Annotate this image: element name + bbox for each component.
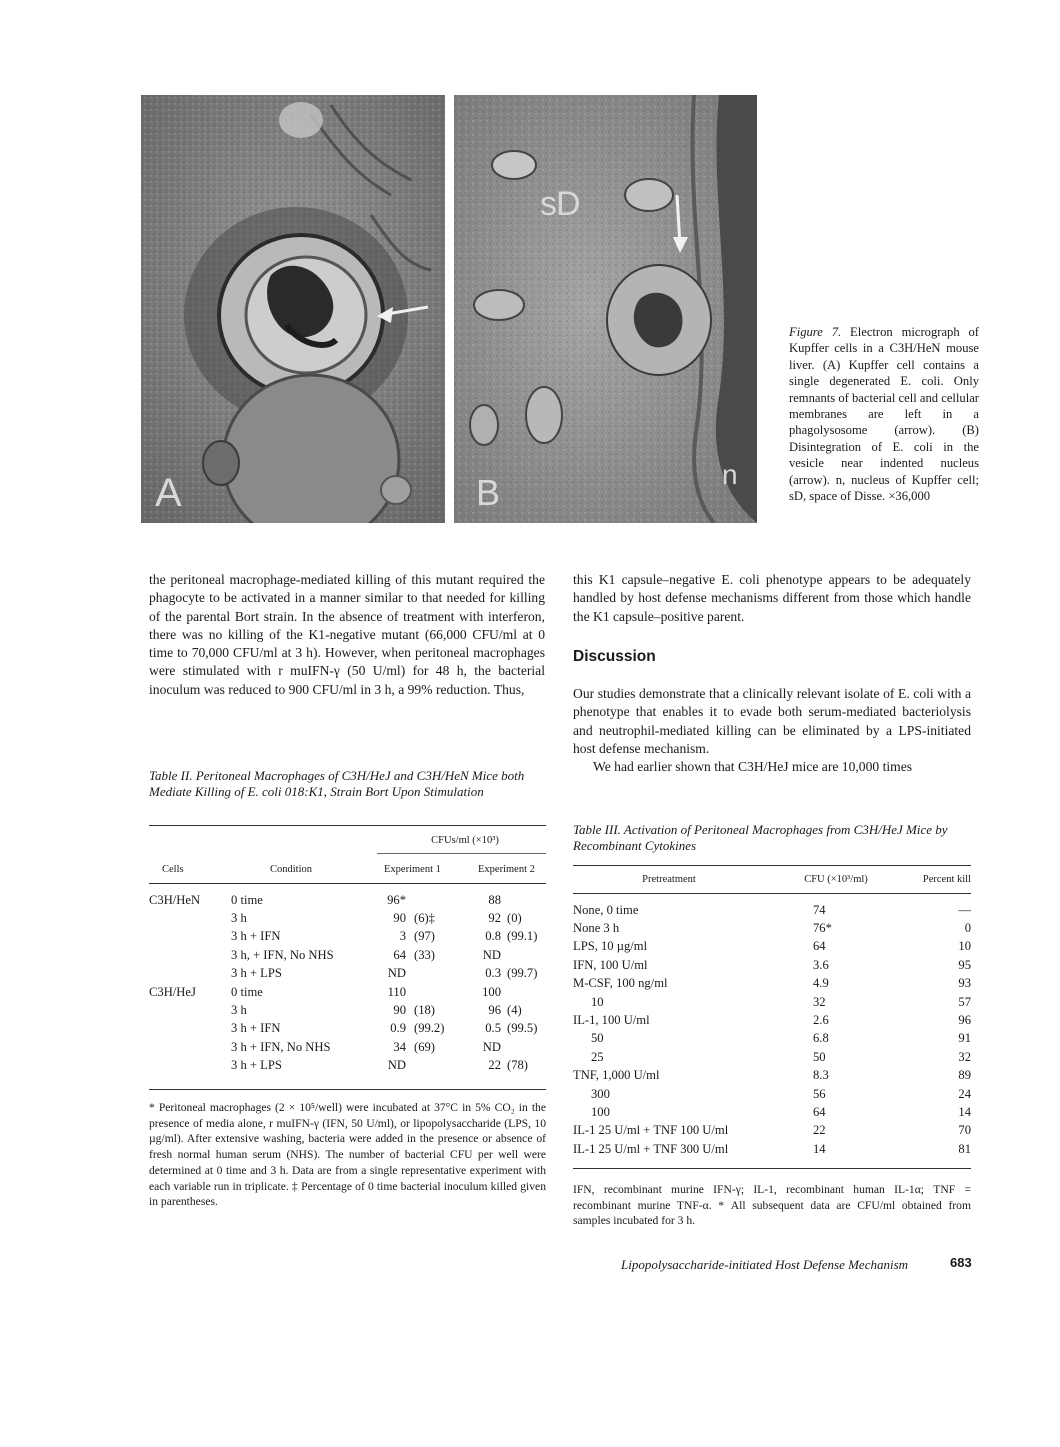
- table-3-cell-pretreatment: None 3 h: [573, 921, 620, 936]
- figure-caption-text: Electron micrograph of Kupffer cells in a C3H/HeN mouse liver. (A) Kupffer cell contains a single degenerated E. coli. Only remnants of bacterial cell and cellular membranes are left in a phagolysosome (arrow). (B) Disintegration of E. coli in the vesicle near indented nucleus (arrow). n, nucleus of Kupffer cell; sD, space of Disse. ×36,000: [789, 325, 979, 504]
- table-2-group-rule: [377, 853, 546, 854]
- table-2-cell-exp2-pct: [507, 891, 546, 909]
- table-3-cell-cfu: 2.6: [813, 1013, 829, 1028]
- table-row: [149, 1057, 546, 1075]
- table-3-header-rule: [573, 893, 971, 894]
- table-2-top-rule: [149, 825, 546, 826]
- panel-b-n-label: n: [722, 459, 737, 490]
- table-3-cell-pretreatment: TNF, 1,000 U/ml: [573, 1068, 660, 1083]
- table-3-cell-kill: 89: [958, 1068, 971, 1083]
- table-2-cell-condition: 0 time: [231, 892, 263, 907]
- table-3-cell-cfu: 4.9: [813, 976, 829, 991]
- table-2-cell-exp2: ND: [482, 947, 501, 962]
- table-2-cell-cells: [149, 946, 231, 964]
- table-row: [573, 901, 971, 919]
- table-2-cell-exp2-pct: (0): [507, 911, 522, 926]
- table-row: [149, 983, 546, 1001]
- table-row: [573, 938, 971, 956]
- table-3-footnote: IFN, recombinant murine IFN-γ; IL-1, recombinant human IL-1α; TNF = recombinant murine TNF-α. * All subsequent data are CFU/ml obtained from samples incubated for 3 h.: [573, 1183, 971, 1228]
- table-3-cell-kill: 14: [958, 1104, 971, 1119]
- table-3-cell-cfu: 50: [813, 1049, 826, 1064]
- table-2-cell-condition: 3 h + LPS: [231, 1058, 282, 1073]
- table-2-cell-condition: 0 time: [231, 984, 263, 999]
- panel-a-label: A: [155, 471, 181, 515]
- table-2-cell-condition: 3 h: [231, 911, 247, 926]
- discussion-heading: Discussion: [573, 648, 656, 665]
- table-row: [149, 946, 546, 964]
- table-2-cell-exp2-pct: [507, 1038, 546, 1056]
- table-2-cell-exp2: 92: [488, 911, 501, 926]
- table-2-footnote: * Peritoneal macrophages (2 × 10⁵/well) were incubated at 37°C in 5% CO₂ in the presence of media alone, r muIFN-γ (IFN, 50 U/ml), or lipopolysaccharide (LPS, 10 µg/ml). After extensive washing, bacteria were added in the presence or absence of fresh normal human serum (NHS). The number of bacterial CFU per well were determined at 0 time and 3 h. Data are from a single representative experiment with each variable run in triplicate. ‡ Percentage of 0 time bacterial inoculum killed given in parentheses.: [149, 1101, 546, 1209]
- table-2-cell-exp1-pct: [414, 1057, 473, 1075]
- table-3-cell-cfu: 56: [813, 1086, 826, 1101]
- table-2-cell-exp1: 34: [393, 1039, 406, 1054]
- table-2-cell-exp1: 96*: [387, 892, 406, 907]
- micrograph-b-image: [454, 95, 757, 523]
- table-3-cell-pretreatment: 100: [591, 1104, 610, 1119]
- table-3-caption: Table III. Activation of Peritoneal Macrophages from C3H/HeJ Mice by Recombinant Cytokines: [573, 822, 948, 854]
- table-3-cell-kill: 57: [958, 994, 971, 1009]
- table-3-cell-kill: 95: [958, 957, 971, 972]
- table-row: [573, 1103, 971, 1121]
- table-2-cell-exp1-pct: [414, 983, 473, 1001]
- table-3-cell-pretreatment: 25: [591, 1049, 604, 1064]
- table-3-cell-cfu: 22: [813, 1123, 826, 1138]
- table-2-cell-exp1: ND: [387, 966, 406, 981]
- table-3-header-cfu: CFU (×10³/ml): [804, 874, 868, 885]
- table-2-cell-exp2-pct: [507, 946, 546, 964]
- table-row: [573, 919, 971, 937]
- table-2-cell-cells: [149, 1001, 231, 1019]
- table-row: [573, 956, 971, 974]
- table-row: [573, 1048, 971, 1066]
- running-title: Lipopolysaccharide-initiated Host Defense Mechanism: [621, 1257, 909, 1272]
- left-column-paragraph: the peritoneal macrophage-mediated killing of this mutant required the phagocyte to be activated in a manner similar to that needed for killing of the parental Bort strain. In the absence of treatment with interferon, there was no killing of the K1-negative mutant (66,000 CFU/ml at 0 time to 70,000 CFU/ml at 3 h). However, when peritoneal macrophages were stimulated with r muIFN-γ (50 U/ml) for 48 h, the bacterial inoculum was reduced to 900 CFU/ml in 3 h, a 99% reduction. Thus,: [149, 572, 545, 697]
- table-2-cell-condition: 3 h + IFN: [231, 1021, 281, 1036]
- table-2-cell-exp2-pct: (99.7): [507, 966, 538, 981]
- table-3-top-rule: [573, 865, 971, 866]
- table-2-cell-exp2: 0.8: [485, 929, 501, 944]
- table-row: [149, 928, 546, 946]
- table-3-cell-cfu: 64: [813, 1104, 826, 1119]
- table-2-cell-condition: 3 h: [231, 1003, 247, 1018]
- table-2-cell-condition: 3 h + IFN: [231, 929, 281, 944]
- panel-b-label: B: [476, 472, 500, 513]
- table-3-cell-kill: 81: [958, 1141, 971, 1156]
- table-2-cell-exp1-pct: (97): [414, 929, 435, 944]
- table-3-cell-cfu: 14: [813, 1141, 826, 1156]
- table-row: [149, 965, 546, 983]
- table-2-cell-cells: C3H/HeN: [149, 892, 201, 907]
- table-2-cell-exp1-pct: (99.2): [414, 1021, 445, 1036]
- page-number: 683: [950, 1255, 972, 1270]
- table-3-cell-cfu: 8.3: [813, 1068, 829, 1083]
- table-2-header-exp1: Experiment 1: [384, 864, 441, 875]
- table-row: [573, 1067, 971, 1085]
- table-row: [573, 1030, 971, 1048]
- table-3-cell-pretreatment: IL-1, 100 U/ml: [573, 1013, 650, 1028]
- table-3-cell-cfu: 32: [813, 994, 826, 1009]
- table-2-cell-exp2-pct: (4): [507, 1003, 522, 1018]
- table-2-cell-exp1: 0.9: [390, 1021, 406, 1036]
- panel-b-sd-label: sD: [540, 185, 580, 223]
- table-2-cell-exp2-pct: (99.1): [507, 929, 538, 944]
- table-2-cell-exp2-pct: (78): [507, 1058, 528, 1073]
- table-row: [149, 909, 546, 927]
- table-2-cell-exp1: 3: [399, 929, 406, 944]
- table-3-cell-cfu: 3.6: [813, 957, 829, 972]
- table-row: [149, 891, 546, 909]
- micrograph-panel-b: [454, 95, 757, 523]
- table-row: [149, 1020, 546, 1038]
- table-3-cell-cfu: 64: [813, 939, 826, 954]
- table-2-cell-exp1: 110: [387, 984, 406, 999]
- table-2-cell-cells: [149, 1038, 231, 1056]
- table-2-cell-exp2: 0.5: [485, 1021, 501, 1036]
- table-2-cell-exp2: 22: [488, 1058, 501, 1073]
- table-3-cell-pretreatment: M-CSF, 100 ng/ml: [573, 976, 668, 991]
- table-2-cell-exp2-pct: (99.5): [507, 1021, 538, 1036]
- table-3-cell-pretreatment: IL-1 25 U/ml + TNF 100 U/ml: [573, 1123, 729, 1138]
- figure-caption: [789, 324, 979, 504]
- table-3-cell-cfu: 74: [813, 902, 826, 917]
- table-3-cell-cfu: 6.8: [813, 1031, 829, 1046]
- table-3-cell-pretreatment: None, 0 time: [573, 902, 639, 917]
- table-2-cell-exp1-pct: [414, 891, 473, 909]
- table-3-cell-pretreatment: LPS, 10 µg/ml: [573, 939, 648, 954]
- table-2-cell-exp2: 100: [482, 984, 501, 999]
- table-2-cell-cells: C3H/HeJ: [149, 984, 196, 999]
- table-3-cell-kill: 93: [958, 976, 971, 991]
- table-row: [149, 1038, 546, 1056]
- table-2-cell-exp2: 96: [488, 1003, 501, 1018]
- table-2-cell-exp1-pct: (18): [414, 1003, 435, 1018]
- table-row: [149, 1001, 546, 1019]
- table-2-cell-exp1: 90: [393, 1003, 406, 1018]
- table-3-cell-cfu: 76*: [813, 921, 832, 936]
- table-row: [573, 993, 971, 1011]
- table-2-header-exp2: Experiment 2: [478, 864, 535, 875]
- table-3-cell-pretreatment: 10: [591, 994, 604, 1009]
- table-2-cell-cells: [149, 1020, 231, 1038]
- table-2-cell-condition: 3 h, + IFN, No NHS: [231, 947, 334, 962]
- table-2-caption: Table II. Peritoneal Macrophages of C3H/HeJ and C3H/HeN Mice both Mediate Killing of E. coli 018:K1, Strain Bort Upon Stimulation: [149, 768, 525, 800]
- table-2-cell-exp2: 88: [488, 892, 501, 907]
- micrograph-panel-a: [141, 95, 445, 523]
- table-2-cell-exp1: ND: [387, 1058, 406, 1073]
- table-3-cell-kill: 24: [958, 1086, 971, 1101]
- table-2-cell-condition: 3 h + LPS: [231, 966, 282, 981]
- table-3-cell-kill: 96: [958, 1013, 971, 1028]
- right-column-paragraph-1: this K1 capsule–negative E. coli phenotype appears to be adequately handled by host defense mechanisms different from those which handle the K1 capsule–positive parent.: [573, 572, 971, 624]
- right-column-paragraph-2: Our studies demonstrate that a clinically relevant isolate of E. coli with a phenotype that enables it to evade both serum-mediated bacteriolysis and neutrophil-mediated killing can be eliminated by a LPS-initiated host defense mechanism.: [573, 686, 971, 756]
- table-2-cell-exp1-pct: (6)‡: [414, 911, 435, 926]
- table-2-cell-exp2: ND: [482, 1039, 501, 1054]
- table-2-header-rule: [149, 883, 546, 884]
- table-2-cell-cells: [149, 965, 231, 983]
- table-2-cell-exp2-pct: [507, 983, 546, 1001]
- table-3-cell-pretreatment: 50: [591, 1031, 604, 1046]
- table-2-group-header: CFUs/ml (×10³): [431, 835, 499, 846]
- table-3-cell-kill: —: [958, 902, 971, 917]
- table-2-cell-exp1: 90: [393, 911, 406, 926]
- table-row: [573, 975, 971, 993]
- table-2-cell-exp1-pct: [414, 965, 473, 983]
- table-3-cell-kill: 70: [958, 1123, 971, 1138]
- table-3-cell-pretreatment: IL-1 25 U/ml + TNF 300 U/ml: [573, 1141, 729, 1156]
- figure-caption-title: Figure 7.: [789, 325, 842, 339]
- table-row: [573, 1011, 971, 1029]
- table-3-bottom-rule: [573, 1168, 971, 1169]
- table-3-cell-pretreatment: 300: [591, 1086, 610, 1101]
- table-3-cell-kill: 32: [958, 1049, 971, 1064]
- table-3: [573, 901, 971, 1158]
- table-3-cell-kill: 10: [958, 939, 971, 954]
- table-2-bottom-rule: [149, 1089, 546, 1090]
- right-column-paragraph-3: We had earlier shown that C3H/HeJ mice are 10,000 times: [593, 759, 913, 774]
- table-3-header-kill: Percent kill: [922, 874, 971, 885]
- table-2: [149, 891, 546, 1075]
- table-row: [573, 1085, 971, 1103]
- table-2-cell-cells: [149, 1057, 231, 1075]
- table-2-cell-exp1-pct: (33): [414, 947, 435, 962]
- table-3-cell-kill: 0: [964, 921, 971, 936]
- table-2-header-condition: Condition: [270, 864, 313, 875]
- table-3-header-pretreatment: Pretreatment: [642, 874, 696, 885]
- micrograph-a-image: [141, 95, 445, 523]
- table-2-cell-exp2: 0.3: [485, 966, 501, 981]
- table-row: [573, 1140, 971, 1158]
- table-3-cell-pretreatment: IFN, 100 U/ml: [573, 957, 648, 972]
- table-2-cell-condition: 3 h + IFN, No NHS: [231, 1039, 331, 1054]
- table-2-cell-cells: [149, 928, 231, 946]
- table-3-cell-kill: 91: [958, 1031, 971, 1046]
- table-2-cell-exp1: 64: [393, 947, 406, 962]
- table-row: [573, 1122, 971, 1140]
- table-2-cell-cells: [149, 909, 231, 927]
- table-2-cell-exp1-pct: (69): [414, 1039, 435, 1054]
- table-2-header-cells: Cells: [162, 864, 184, 875]
